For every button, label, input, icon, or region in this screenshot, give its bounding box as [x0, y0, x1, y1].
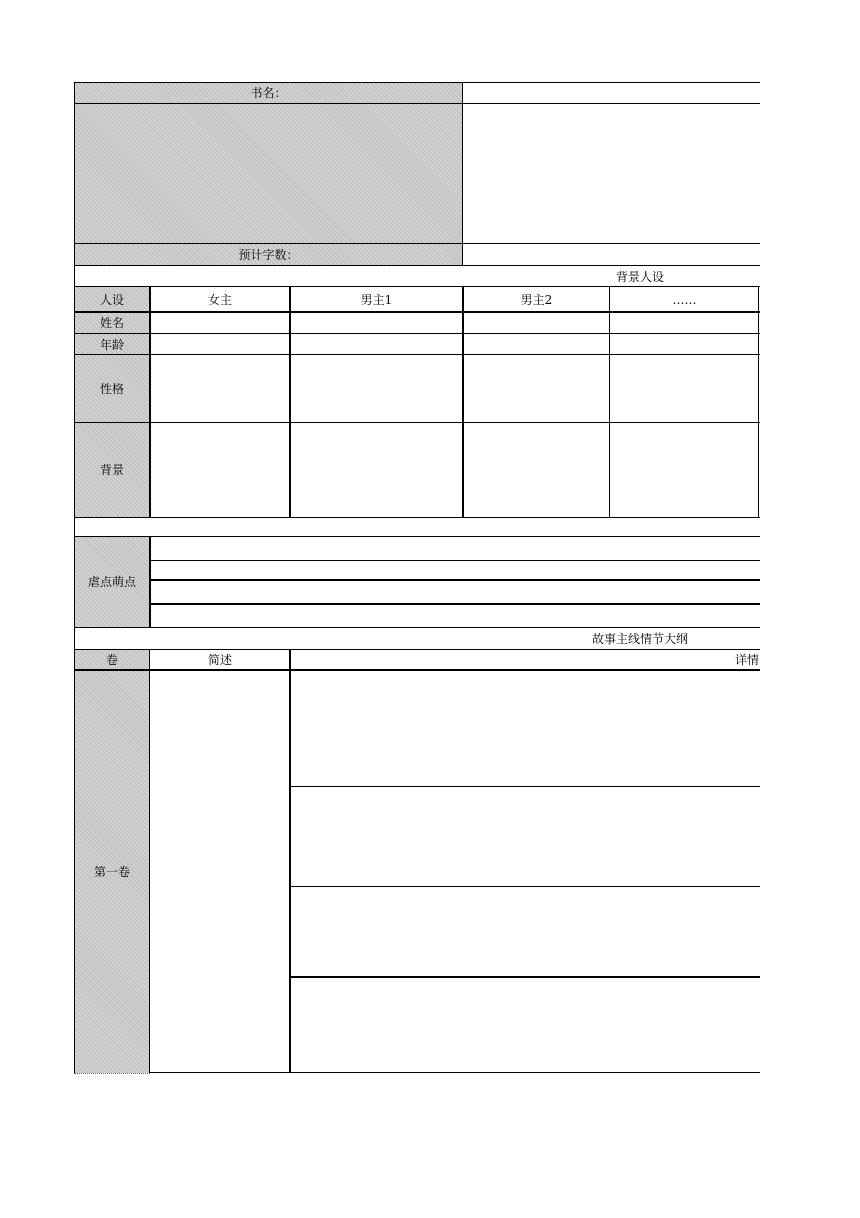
word-count-label: 预计字数： [74, 244, 463, 266]
grid-line [290, 886, 760, 887]
grid-line [74, 669, 760, 671]
grid-line [758, 287, 759, 517]
grid-line [74, 265, 760, 266]
grid-line [74, 311, 760, 313]
summary-volume-1-input[interactable] [150, 670, 290, 1073]
grid-line [74, 422, 760, 423]
grid-line [74, 536, 760, 537]
grid-line [74, 243, 760, 244]
grid-line [74, 82, 760, 83]
detail-input-2[interactable] [290, 786, 759, 886]
character-col-male-lead-2: 男主2 [520, 292, 553, 307]
character-col-female-lead: 女主 [207, 292, 232, 307]
outline-col-detail: 详情 [734, 653, 759, 667]
grid-line [74, 103, 760, 104]
grid-line [74, 286, 760, 287]
grid-line [74, 1073, 150, 1074]
grid-line [290, 786, 760, 787]
detail-input-1[interactable] [290, 670, 759, 786]
grid-line [462, 287, 464, 517]
grid-line [74, 82, 75, 1073]
grid-line [150, 603, 760, 605]
section-title-background: 背景人设 [615, 269, 664, 284]
detail-input-3[interactable] [290, 886, 759, 977]
grid-line [150, 579, 760, 581]
grid-line [74, 627, 760, 628]
character-row-header: 人设 [74, 287, 150, 312]
book-name-input[interactable] [463, 82, 759, 103]
synopsis-input[interactable] [463, 103, 759, 244]
book-name-label: 书名： [74, 82, 463, 103]
grid-line [289, 650, 291, 1073]
grid-line [462, 82, 463, 266]
volume-1-label: 第一卷 [74, 670, 150, 1073]
grid-line [149, 650, 150, 1073]
grid-line [289, 287, 291, 517]
grid-line [609, 287, 610, 517]
section-title-outline: 故事主线情节大纲 [591, 632, 688, 646]
grid-line [74, 649, 760, 650]
attr-label-personality: 性格 [74, 355, 150, 423]
grid-line [74, 354, 760, 355]
grid-line [149, 287, 151, 517]
character-col-more: …… [672, 292, 697, 307]
points-label: 虐点萌点 [74, 537, 150, 627]
attr-label-background: 背景 [74, 423, 150, 517]
grid-line [150, 560, 760, 561]
grid-line [290, 976, 760, 978]
character-col-male-lead-1: 男主1 [360, 292, 393, 307]
grid-line [150, 1072, 760, 1073]
grid-line [74, 333, 760, 334]
grid-line [149, 537, 151, 627]
attr-label-age: 年龄 [74, 334, 150, 355]
outline-col-volume: 卷 [74, 650, 150, 670]
grid-line [74, 517, 760, 518]
attr-label-name: 姓名 [74, 312, 150, 334]
word-count-input[interactable] [463, 244, 759, 266]
outline-col-summary: 简述 [207, 653, 232, 667]
detail-input-4[interactable] [290, 977, 759, 1073]
cover-area [74, 103, 463, 244]
